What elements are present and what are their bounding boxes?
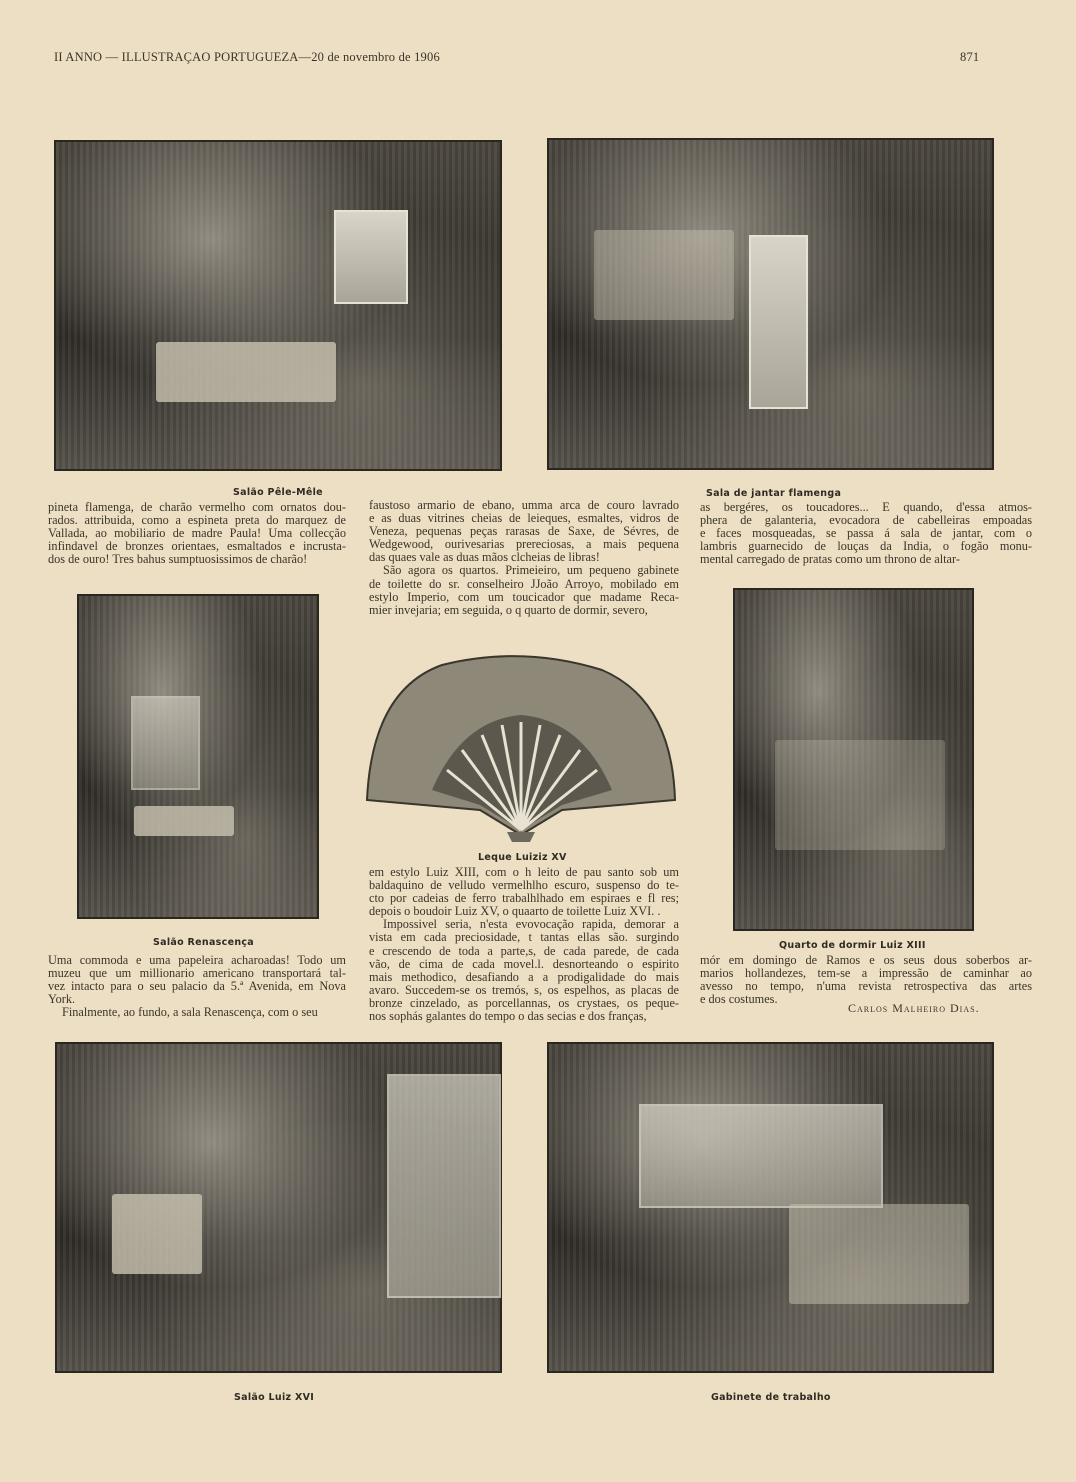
text-line: e faces mosqueadas, se passa á sala de jantar, com o xyxy=(700,527,1032,541)
text-line: e as duas vitrines cheias de leieques, esmaltes, vidros de xyxy=(369,512,679,526)
text-line: Wedgewood, ourivesarias prereciosas, a mais pequena xyxy=(369,538,679,552)
text-line: de toilette do sr. conselheiro JJoão Arroyo, mobilado em xyxy=(369,577,679,591)
running-title: II ANNO — ILLUSTRAÇAO PORTUGUEZA—20 de novembro de 1906 xyxy=(54,50,440,64)
page-number: 871 xyxy=(960,50,980,64)
text-line: nos sophás galantes do tempo o das secias e dos franças, xyxy=(369,1010,647,1024)
text-line: mór em domingo de Ramos e os seus dous soberbos ar- xyxy=(700,954,1032,967)
photo-quarto-luiz-xiii xyxy=(733,588,974,931)
text-line: e crescendo de toda a parte,s, de cada parede, de cada xyxy=(369,944,679,958)
text-line: Vallada, ao mobiliario de madre Paula! Uma collecção xyxy=(48,527,346,541)
text-line: em estylo Luiz XIII, com o h leito de pau santo sob um xyxy=(369,866,679,879)
text-line: bronze cinzelado, as porcellannas, os crystaes, os peque- xyxy=(369,996,679,1010)
caption-leque: Leque Luiziz XV xyxy=(478,852,567,863)
text-col2-bottom xyxy=(369,866,679,1023)
text-line: avesso no tempo, n'uma revista retrospectiva das artes xyxy=(700,980,1032,994)
caption-salao-luiz-xvi: Salão Luiz XVI xyxy=(234,1392,315,1403)
text-line: Veneza, pequenas peças rarasas de Saxe, de Sévres, de xyxy=(369,525,679,539)
text-line: das quaes vale as duas mãos clcheias de libras! xyxy=(369,551,600,565)
text-line: dos de ouro! Tres bahus sumptuosissimos de charão! xyxy=(48,553,308,567)
text-line: as bergéres, os toucadores... E quando, d'essa atmos- xyxy=(700,501,1032,514)
text-line: phera de galanteria, evocadora de cabelleiras empoadas xyxy=(700,514,1032,528)
text-line: vão, de cima de cada movel.l. desnorteando o espirito xyxy=(369,957,679,971)
photo-gabinete-trabalho xyxy=(547,1042,994,1373)
text-line: avaro. Succedem-se os tremós, s, os espelhos, as placas de xyxy=(369,983,679,997)
text-col1-top xyxy=(48,501,346,566)
text-line: Finalmente, ao fundo, a sala Renascença, com o seu xyxy=(62,1006,318,1020)
text-col2-top xyxy=(369,499,679,617)
text-col3-bottom xyxy=(700,954,1032,1006)
text-line: cto por cadeias de ferro trabalhlhado em espiraes e fl res; xyxy=(369,892,679,906)
text-line: pineta flamenga, de charão vermelho com ornatos dou- xyxy=(48,501,346,514)
photo-salao-pele-mele xyxy=(54,140,502,471)
caption-sala-jantar: Sala de jantar flamenga xyxy=(706,488,842,499)
text-line: marios hollandezes, tem-se a impressão de caminhar ao xyxy=(700,967,1032,981)
text-line: vista em cada preciosidade, t tantas ellas são. surgindo xyxy=(369,931,679,945)
text-col3-top xyxy=(700,501,1032,566)
caption-quarto: Quarto de dormir Luiz XIII xyxy=(779,940,926,951)
photo-sala-jantar-flamenga xyxy=(547,138,994,470)
caption-gabinete: Gabinete de trabalho xyxy=(711,1392,831,1403)
caption-salao-pele-mele: Salão Pêle-Mêle xyxy=(233,487,323,498)
text-line: mais methodico, desafiando a a prodigalidade do mais xyxy=(369,970,679,984)
text-line: lambris guarnecido de louças da India, o fogão monu- xyxy=(700,540,1032,554)
text-line: e dos costumes. xyxy=(700,993,778,1007)
photo-salao-luiz-xvi xyxy=(55,1042,502,1373)
caption-salao-renascenca: Salão Renascença xyxy=(153,937,255,948)
text-line: Impossivel seria, n'esta evovocação rapida, demorar a xyxy=(383,918,679,932)
text-line: estylo Imperio, com um toucicador que madame Reca- xyxy=(369,590,679,604)
text-line: muzeu que um millionario americano transportará tal- xyxy=(48,967,346,981)
text-line: infindavel de bronzes orientaes, esmaltados e incrusta- xyxy=(48,540,346,554)
text-line: Uma commoda e uma papeleira acharoadas! Todo um xyxy=(48,954,346,967)
text-col1-bottom xyxy=(48,954,346,1019)
text-line: mental carregado de pratas como um throno de altar- xyxy=(700,553,960,567)
text-line: York. xyxy=(48,993,76,1007)
text-line: mier invejaria; em seguida, o q quarto de dormir, severo, xyxy=(369,603,648,617)
text-line: baldaquino de velludo vermelhlho escuro, suspenso do te- xyxy=(369,879,679,893)
text-line: vez intacto para o seu palacio da 5.ª Avenida, em Nova xyxy=(48,980,346,994)
author-signature: Carlos Malheiro Dias. xyxy=(848,1001,980,1015)
text-line: faustoso armario de ebano, umma arca de couro lavrado xyxy=(369,499,679,512)
photo-salao-renascenca xyxy=(77,594,319,919)
text-line: São agora os quartos. Primeieiro, um pequeno gabinete xyxy=(383,564,679,578)
text-line: rados. attribuida, como a espineta preta do marquez de xyxy=(48,514,346,528)
text-line: depois o boudoir Luiz XV, o quaarto de toilette Luiz XVI. . xyxy=(369,905,661,919)
fan-illustration xyxy=(362,650,680,846)
